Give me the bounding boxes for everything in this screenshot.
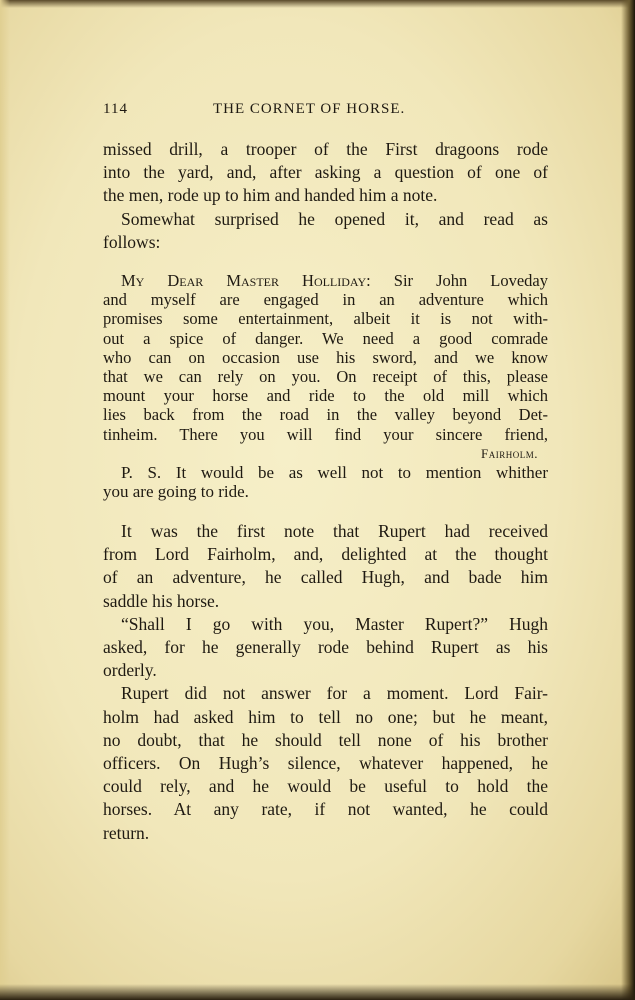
text-line: tinheim. There you will find your sincere friend, (103, 424, 548, 444)
page-bottom-shadow (0, 984, 635, 1000)
text-line: “Shall I go with you, Master Rupert?” Hugh (121, 613, 548, 634)
text-line: the men, rode up to him and handed him a note. (103, 185, 438, 206)
text-line: Sir John Loveday (393, 271, 548, 290)
page-right-shadow (621, 0, 635, 1000)
text-line: into the yard, and, after asking a question of one of (103, 162, 548, 183)
text-line: out a spice of danger. We need a good comrade (103, 328, 548, 348)
text-line: could rely, and he would be useful to hold the (103, 776, 548, 797)
text-line: that we can rely on you. On receipt of this, please (103, 367, 548, 387)
page-number: 114 (103, 101, 128, 117)
paragraph-2 (103, 208, 548, 254)
text-line: It was the first note that Rupert had received (121, 521, 548, 541)
text-line: mount your horse and ride to the old mill which (103, 386, 548, 406)
paragraph-5 (103, 682, 548, 844)
text-line: promises some entertainment, albeit it is not with- (103, 309, 548, 329)
paragraph-1 (103, 138, 548, 208)
text-line: from Lord Fairholm, and, delighted at the thought (103, 544, 548, 565)
letter-first-line (103, 271, 548, 290)
narrative-text (103, 520, 548, 845)
text-line: officers. On Hugh’s silence, whatever happened, he (103, 753, 548, 774)
text-line: orderly. (103, 660, 157, 681)
text-line: return. (103, 822, 150, 843)
postscript-line: P. S. It would be as well not to mention whither (121, 463, 548, 483)
running-title: THE CORNET OF HORSE. (213, 101, 406, 117)
text-line: who can on occasion use his sword, and we know (103, 347, 548, 367)
paragraph-3 (103, 520, 548, 613)
text-line: lies back from the road in the valley beyond Det- (103, 405, 548, 425)
page-top-shadow (0, 0, 635, 8)
paragraph-4 (103, 613, 548, 683)
text-line: horses. At any rate, if not wanted, he could (103, 799, 548, 820)
letter-signature: Fairholm. (481, 445, 538, 461)
text-line: follows: (103, 231, 161, 252)
letter-block (103, 271, 548, 501)
text-line: asked, for he generally rode behind Rupert as his (103, 637, 548, 658)
text-line: missed drill, a trooper of the First dragoons rode (103, 139, 548, 159)
text-line: of an adventure, he called Hugh, and bade him (103, 567, 548, 588)
text-line: no doubt, that he should tell none of his brother (103, 729, 548, 750)
page-left-edge (0, 0, 10, 1000)
text-line: saddle his horse. (103, 590, 220, 611)
text-line: Somewhat surprised he opened it, and read as (121, 208, 548, 229)
postscript-line: you are going to ride. (103, 482, 249, 502)
text-line: Rupert did not answer for a moment. Lord Fair- (121, 683, 548, 704)
text-line: holm had asked him to tell no one; but he meant, (103, 706, 548, 727)
opening-text (103, 138, 548, 254)
running-header (103, 101, 548, 125)
letter-salutation: My Dear Master Holliday: (121, 271, 371, 290)
text-line: and myself are engaged in an adventure which (103, 290, 548, 310)
